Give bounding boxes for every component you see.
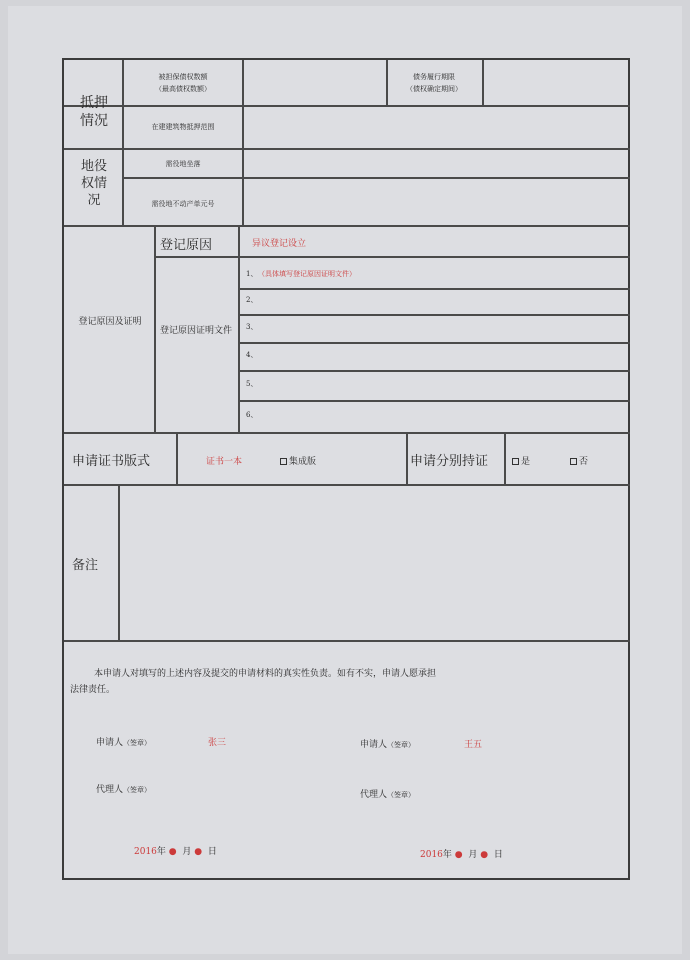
rule [64, 225, 630, 227]
applicant-left [96, 735, 151, 748]
applicant-left-hint: （签章） [123, 739, 152, 747]
date-right-day-mark: ● [480, 850, 489, 860]
reason-value: 异议登记设立 [252, 239, 307, 249]
rule [238, 288, 630, 290]
checkbox-no[interactable] [570, 458, 577, 465]
debt-amount-label: 被担保债权数额 [158, 73, 208, 81]
mortgage-heading: 抵押情况 [80, 95, 108, 129]
date-left-month-mark: ● [168, 847, 177, 857]
proof-item-3: 3、 [246, 323, 258, 331]
split-no-option[interactable] [570, 454, 588, 467]
agent-left [96, 782, 151, 795]
rule [122, 177, 630, 179]
agent-left-label: 代理人 [96, 785, 124, 795]
date-left-day-mark: ● [194, 847, 203, 857]
applicant-right [360, 737, 415, 750]
rule [386, 60, 388, 105]
cert-format-label: 申请证书版式 [72, 454, 151, 469]
date-left-month-char: 月 [182, 847, 192, 857]
easement-heading: 地役权情况 [80, 159, 107, 208]
rule [64, 640, 630, 642]
applicant-left-label: 申请人 [96, 738, 124, 748]
rule [64, 148, 630, 150]
date-left-day-char: 日 [207, 847, 217, 857]
agent-right [360, 787, 415, 800]
proof-item-1-value: （具体填写登记原因证明文件） [258, 270, 356, 278]
applicant-left-signature: 张三 [208, 738, 227, 748]
max-mortgage-label: 在建建筑物抵押范围 [151, 123, 215, 131]
servient-cert-label: 需役地不动产单元号 [151, 200, 215, 208]
rule [64, 432, 630, 434]
proof-item-6: 6、 [246, 411, 258, 419]
applicant-right-hint: （签章） [387, 741, 416, 749]
proof-item-4: 4、 [246, 351, 258, 359]
rule [238, 342, 630, 344]
rule [154, 256, 630, 258]
rule [64, 484, 630, 486]
checkbox-yes[interactable] [512, 458, 519, 465]
rule [238, 400, 630, 402]
proof-item-1: 1、 [246, 270, 258, 278]
date-left-year-char: 年 [156, 847, 166, 857]
rule [238, 314, 630, 316]
rule [482, 60, 484, 105]
rule [242, 60, 244, 225]
rule [176, 432, 178, 484]
checkbox-batch[interactable] [280, 458, 287, 465]
split-no-text: 否 [579, 457, 589, 467]
rule [118, 484, 120, 640]
agent-right-label: 代理人 [360, 790, 388, 800]
date-left [134, 844, 217, 857]
agent-left-hint: （签章） [123, 786, 152, 794]
reason-label: 登记原因 [160, 238, 213, 253]
split-holding-label: 申请分别持证 [410, 454, 489, 469]
date-right-month-mark: ● [454, 850, 463, 860]
remarks-heading: 备注 [72, 558, 99, 573]
applicant-right-label: 申请人 [360, 740, 388, 750]
proof-item-2: 2、 [246, 296, 258, 304]
servient-label: 需役地坐落 [165, 160, 201, 168]
agent-right-hint: （签章） [387, 791, 416, 799]
declaration-line-1: 本申请人对填写的上述内容及提交的申请材料的真实性负责。如有不实，申请人愿承担 [94, 669, 437, 679]
date-right-day-char: 日 [493, 850, 503, 860]
proof-item-5: 5、 [246, 380, 258, 388]
date-right-year: 2016 [420, 850, 443, 860]
date-right-year-char: 年 [442, 850, 452, 860]
date-right [420, 847, 503, 860]
debt-amount-sub: （最高债权数额） [155, 85, 211, 93]
split-yes-option[interactable] [512, 454, 530, 467]
rule [238, 225, 240, 432]
applicant-right-signature: 王五 [464, 740, 483, 750]
cert-batch-text: 集成版 [289, 457, 317, 467]
date-left-year: 2016 [134, 847, 157, 857]
declaration-line-2: 法律责任。 [70, 685, 116, 695]
split-yes-text: 是 [521, 457, 531, 467]
cert-single-option: 证书一本 [206, 457, 243, 467]
rule [238, 370, 630, 372]
rule [406, 432, 408, 484]
rule [64, 105, 630, 107]
debt-term-label: 债务履行期限 [413, 73, 455, 81]
cert-batch-option[interactable] [280, 454, 316, 467]
proof-label: 登记原因证明文件 [159, 326, 232, 336]
registration-heading: 登记原因及证明 [78, 317, 142, 327]
date-right-month-char: 月 [468, 850, 478, 860]
application-form [62, 58, 630, 880]
rule [504, 432, 506, 484]
debt-term-sub: （债权确定期间） [406, 85, 462, 93]
